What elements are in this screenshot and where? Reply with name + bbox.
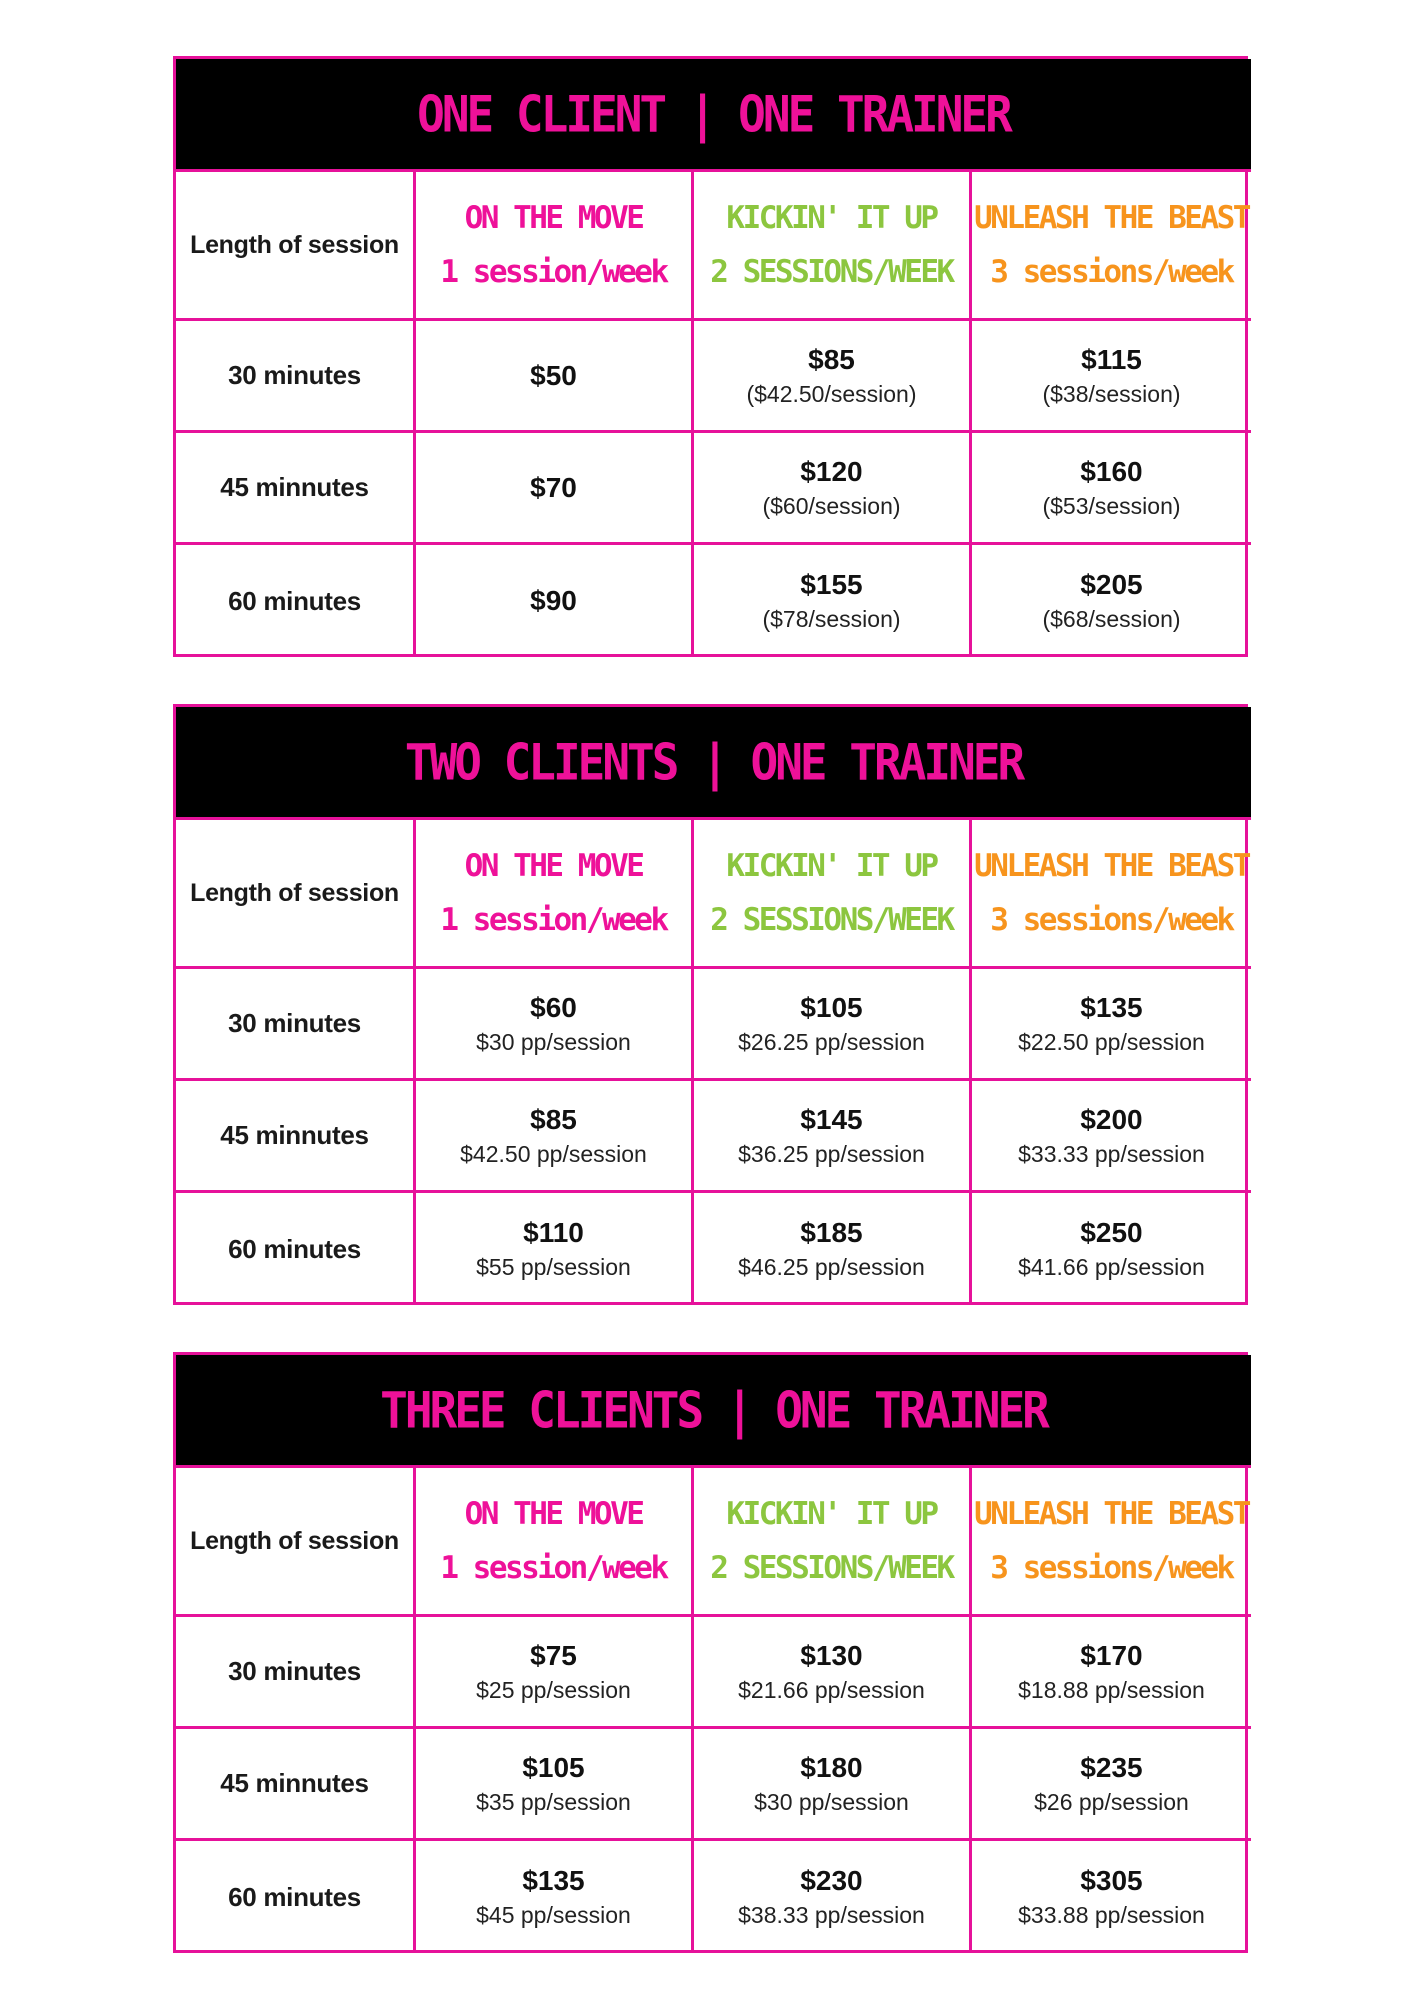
plan-name: UNLEASH THE BEAST	[974, 848, 1249, 884]
price: $105	[522, 1751, 585, 1783]
per-session-price: $21.66 pp/session	[738, 1676, 925, 1703]
per-session-price: $38.33 pp/session	[738, 1902, 925, 1928]
header-plan-unleash-the-beast	[972, 1468, 1251, 1617]
session-length-label: 30 minutes	[228, 1008, 361, 1038]
price-cell	[694, 1729, 972, 1841]
row-label-cell	[176, 545, 416, 657]
per-session-price: ($38/session)	[1042, 380, 1181, 407]
plan-name: UNLEASH THE BEAST	[974, 1496, 1249, 1532]
price-cell	[416, 969, 694, 1081]
header-plan-unleash-the-beast	[972, 820, 1251, 969]
row-label-cell	[176, 969, 416, 1081]
price-cell	[694, 433, 972, 545]
plan-frequency: 3 sessions/week	[990, 254, 1233, 290]
price: $230	[800, 1865, 863, 1896]
table-title: TWO CLIENTS | ONE TRAINER	[404, 732, 1023, 792]
price: $205	[1080, 569, 1143, 600]
price-cell	[972, 1617, 1251, 1729]
session-length-label: 30 minutes	[228, 1656, 361, 1686]
session-length-label: 60 minutes	[228, 1881, 361, 1912]
price: $50	[530, 359, 577, 391]
price-cell	[694, 969, 972, 1081]
price-cell	[416, 433, 694, 545]
session-length-label: 30 minutes	[228, 360, 361, 390]
plan-frequency: 2 SESSIONS/WEEK	[710, 1550, 953, 1586]
plan-frequency: 2 SESSIONS/WEEK	[710, 254, 953, 290]
price: $305	[1080, 1865, 1143, 1896]
row-label-cell	[176, 1081, 416, 1193]
plan-name: KICKIN' IT UP	[726, 200, 937, 236]
plan-name: KICKIN' IT UP	[726, 1496, 937, 1532]
price: $130	[800, 1639, 863, 1671]
price: $90	[530, 585, 577, 616]
header-length-cell	[176, 1468, 416, 1617]
plan-frequency: 1 session/week	[440, 254, 667, 290]
price: $85	[530, 1103, 577, 1135]
plan-frequency: 1 session/week	[440, 1550, 667, 1586]
length-of-session-label: Length of session	[190, 230, 399, 259]
price-cell	[972, 1729, 1251, 1841]
header-plan-on-the-move	[416, 1468, 694, 1617]
header-plan-unleash-the-beast	[972, 172, 1251, 321]
header-plan-kickin-it-up	[694, 172, 972, 321]
price: $170	[1080, 1639, 1143, 1671]
price: $145	[800, 1103, 863, 1135]
price-cell	[416, 1193, 694, 1305]
per-session-price: $18.88 pp/session	[1018, 1676, 1205, 1703]
price-cell	[694, 545, 972, 657]
price-cell	[972, 545, 1251, 657]
price-cell	[694, 1081, 972, 1193]
per-session-price: ($53/session)	[1042, 492, 1181, 519]
price-cell	[694, 1193, 972, 1305]
session-length-label: 60 minutes	[228, 1233, 361, 1264]
header-plan-on-the-move	[416, 820, 694, 969]
price-cell	[416, 1081, 694, 1193]
plan-name: ON THE MOVE	[464, 200, 643, 236]
per-session-price: $36.25 pp/session	[738, 1140, 925, 1167]
price: $75	[530, 1639, 577, 1671]
per-session-price: ($60/session)	[762, 492, 901, 519]
row-label-cell	[176, 433, 416, 545]
price-cell	[694, 1617, 972, 1729]
price-cell	[972, 1081, 1251, 1193]
length-of-session-label: Length of session	[190, 1526, 399, 1555]
price: $70	[530, 471, 577, 503]
per-session-price: ($42.50/session)	[746, 380, 917, 407]
pricing-table-one-client	[173, 56, 1248, 657]
plan-frequency: 3 sessions/week	[990, 902, 1233, 938]
price-cell	[694, 321, 972, 433]
per-session-price: $33.33 pp/session	[1018, 1140, 1205, 1167]
plan-name: ON THE MOVE	[464, 848, 643, 884]
per-session-price: $30 pp/session	[754, 1788, 909, 1815]
price-cell	[972, 1193, 1251, 1305]
price: $60	[530, 991, 577, 1023]
session-length-label: 45 minnutes	[220, 472, 369, 502]
price: $135	[1080, 991, 1143, 1023]
price-cell	[972, 433, 1251, 545]
plan-frequency: 2 SESSIONS/WEEK	[710, 902, 953, 938]
table-title-bar	[176, 59, 1251, 172]
price-cell	[694, 1841, 972, 1953]
plan-name: KICKIN' IT UP	[726, 848, 937, 884]
row-label-cell	[176, 1193, 416, 1305]
price: $155	[800, 569, 863, 600]
price: $120	[800, 455, 863, 487]
plan-name: ON THE MOVE	[464, 1496, 643, 1532]
price: $105	[800, 991, 863, 1023]
per-session-price: $30 pp/session	[476, 1028, 631, 1055]
session-length-label: 60 minutes	[228, 585, 361, 616]
per-session-price: ($78/session)	[762, 606, 901, 632]
per-session-price: $25 pp/session	[476, 1676, 631, 1703]
per-session-price: ($68/session)	[1042, 606, 1181, 632]
pricing-table-two-clients	[173, 704, 1248, 1305]
per-session-price: $22.50 pp/session	[1018, 1028, 1205, 1055]
plan-frequency: 3 sessions/week	[990, 1550, 1233, 1586]
table-title-bar	[176, 1355, 1251, 1468]
table-title: ONE CLIENT | ONE TRAINER	[417, 84, 1010, 144]
table-title: THREE CLIENTS | ONE TRAINER	[380, 1380, 1047, 1440]
price-cell	[416, 321, 694, 433]
price: $180	[800, 1751, 863, 1783]
per-session-price: $42.50 pp/session	[460, 1140, 647, 1167]
per-session-price: $46.25 pp/session	[738, 1254, 925, 1280]
price: $85	[808, 343, 855, 375]
plan-name: UNLEASH THE BEAST	[974, 200, 1249, 236]
row-label-cell	[176, 1729, 416, 1841]
price: $115	[1081, 343, 1142, 375]
price: $250	[1080, 1217, 1143, 1248]
per-session-price: $33.88 pp/session	[1018, 1902, 1205, 1928]
price-cell	[416, 545, 694, 657]
per-session-price: $45 pp/session	[476, 1902, 631, 1928]
price: $185	[800, 1217, 863, 1248]
price-cell	[972, 969, 1251, 1081]
price-cell	[972, 1841, 1251, 1953]
per-session-price: $26 pp/session	[1034, 1788, 1189, 1815]
price: $110	[523, 1217, 584, 1248]
per-session-price: $35 pp/session	[476, 1788, 631, 1815]
price-cell	[416, 1841, 694, 1953]
per-session-price: $26.25 pp/session	[738, 1028, 925, 1055]
header-length-cell	[176, 172, 416, 321]
price-cell	[972, 321, 1251, 433]
header-plan-kickin-it-up	[694, 820, 972, 969]
length-of-session-label: Length of session	[190, 878, 399, 907]
session-length-label: 45 minnutes	[220, 1120, 369, 1150]
session-length-label: 45 minnutes	[220, 1768, 369, 1798]
header-length-cell	[176, 820, 416, 969]
row-label-cell	[176, 1617, 416, 1729]
row-label-cell	[176, 321, 416, 433]
pricing-table-three-clients	[173, 1352, 1248, 1953]
price: $135	[522, 1865, 585, 1896]
price: $160	[1080, 455, 1143, 487]
plan-frequency: 1 session/week	[440, 902, 667, 938]
price: $200	[1080, 1103, 1143, 1135]
table-title-bar	[176, 707, 1251, 820]
per-session-price: $41.66 pp/session	[1018, 1254, 1205, 1280]
price-cell	[416, 1617, 694, 1729]
row-label-cell	[176, 1841, 416, 1953]
header-plan-kickin-it-up	[694, 1468, 972, 1617]
per-session-price: $55 pp/session	[476, 1254, 631, 1280]
header-plan-on-the-move	[416, 172, 694, 321]
price-cell	[416, 1729, 694, 1841]
price: $235	[1080, 1751, 1143, 1783]
